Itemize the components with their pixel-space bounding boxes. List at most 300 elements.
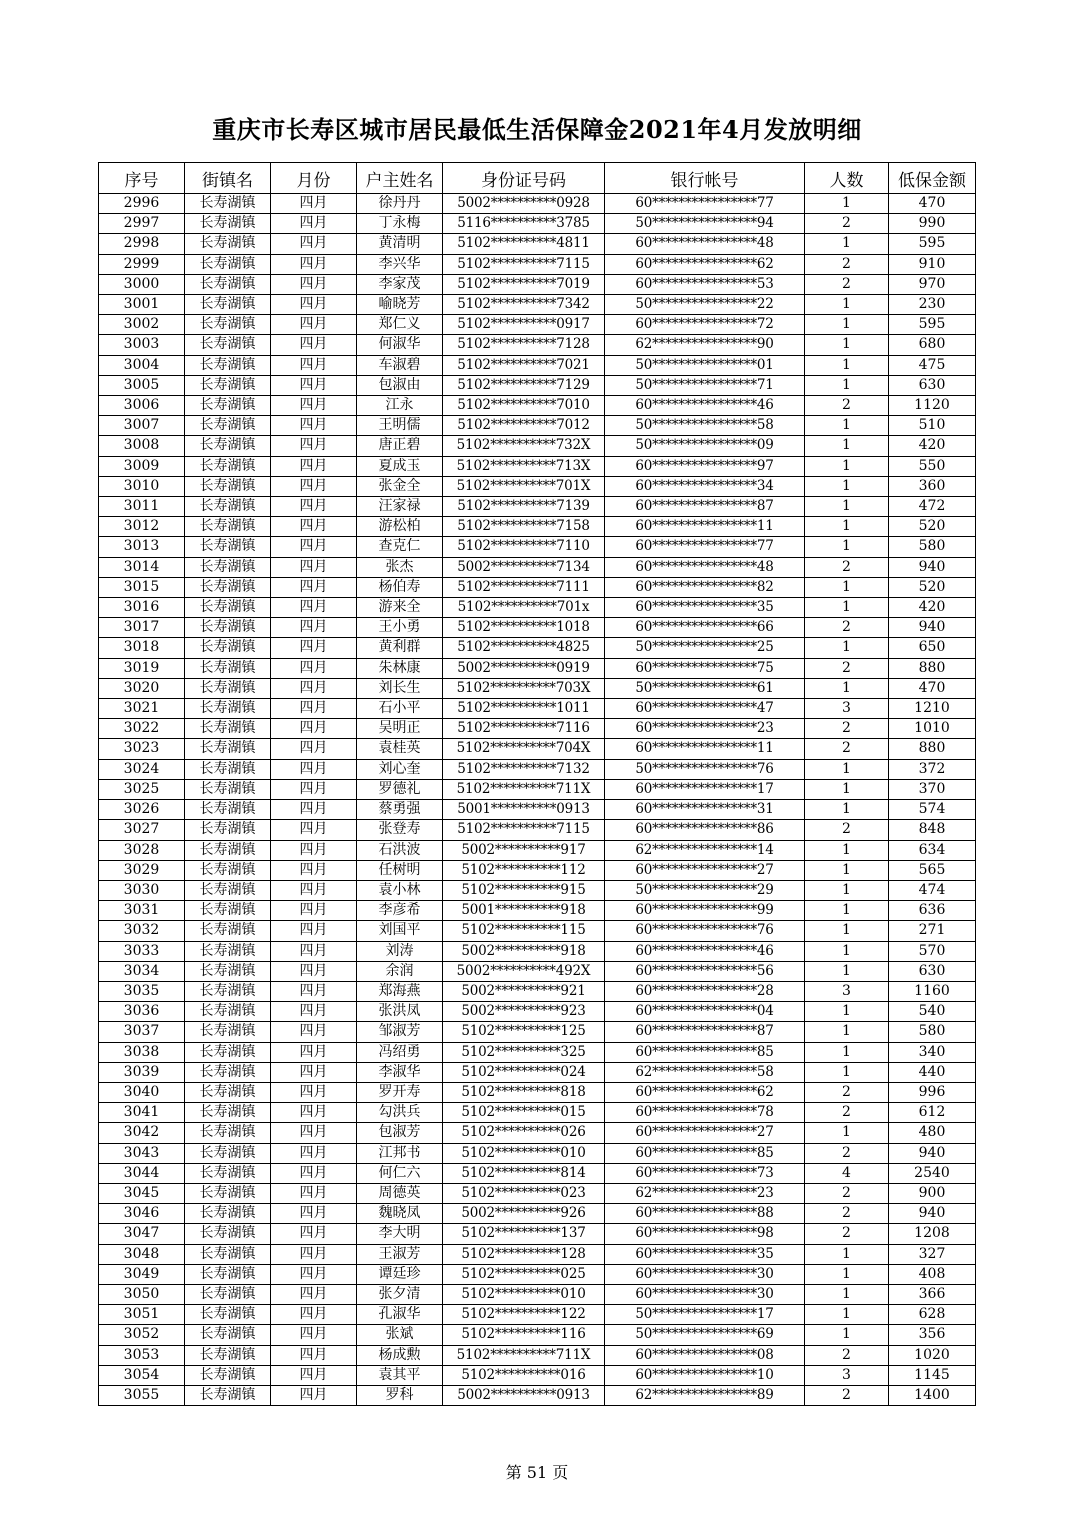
cell-bank-account: 62****************89 [605, 1385, 805, 1405]
cell-month: 四月 [271, 1163, 357, 1183]
cell-householder: 刘长生 [357, 678, 443, 698]
cell-amount: 372 [889, 759, 976, 779]
table-row [99, 214, 976, 234]
cell-householder: 罗开寿 [357, 1082, 443, 1102]
cell-street: 长寿湖镇 [185, 295, 271, 315]
cell-persons: 1 [805, 1002, 889, 1022]
cell-householder: 袁其平 [357, 1365, 443, 1385]
table-row [99, 618, 976, 638]
cell-householder: 杨伯寿 [357, 577, 443, 597]
cell-street: 长寿湖镇 [185, 901, 271, 921]
table-row [99, 840, 976, 860]
cell-persons: 1 [805, 335, 889, 355]
cell-householder: 刘国平 [357, 921, 443, 941]
cell-month: 四月 [271, 1042, 357, 1062]
cell-persons: 1 [805, 921, 889, 941]
cell-id-number: 5102**********115 [443, 921, 605, 941]
table-row [99, 800, 976, 820]
cell-index: 3029 [99, 860, 185, 880]
table-row [99, 1042, 976, 1062]
table-row [99, 476, 976, 496]
table-row [99, 396, 976, 416]
cell-persons: 1 [805, 456, 889, 476]
cell-street: 长寿湖镇 [185, 476, 271, 496]
cell-amount: 848 [889, 820, 976, 840]
cell-id-number: 5102**********7110 [443, 537, 605, 557]
cell-amount: 880 [889, 658, 976, 678]
cell-bank-account: 62****************14 [605, 840, 805, 860]
cell-persons: 1 [805, 577, 889, 597]
table-row [99, 699, 976, 719]
cell-amount: 470 [889, 194, 976, 214]
cell-street: 长寿湖镇 [185, 254, 271, 274]
cell-bank-account: 60****************17 [605, 779, 805, 799]
cell-month: 四月 [271, 557, 357, 577]
cell-persons: 2 [805, 274, 889, 294]
cell-householder: 李家茂 [357, 274, 443, 294]
cell-month: 四月 [271, 254, 357, 274]
cell-persons: 1 [805, 1123, 889, 1143]
cell-month: 四月 [271, 1103, 357, 1123]
cell-month: 四月 [271, 860, 357, 880]
table-row [99, 315, 976, 335]
table-row [99, 1385, 976, 1405]
cell-month: 四月 [271, 618, 357, 638]
cell-index: 3012 [99, 517, 185, 537]
cell-index: 3049 [99, 1264, 185, 1284]
cell-index: 3020 [99, 678, 185, 698]
table-row [99, 820, 976, 840]
header-month: 月份 [271, 163, 357, 194]
cell-street: 长寿湖镇 [185, 557, 271, 577]
cell-bank-account: 50****************29 [605, 880, 805, 900]
cell-bank-account: 60****************99 [605, 901, 805, 921]
cell-persons: 2 [805, 719, 889, 739]
cell-id-number: 5102**********010 [443, 1284, 605, 1304]
cell-street: 长寿湖镇 [185, 719, 271, 739]
cell-id-number: 5102**********128 [443, 1244, 605, 1264]
cell-householder: 罗德礼 [357, 779, 443, 799]
cell-bank-account: 62****************23 [605, 1183, 805, 1203]
cell-householder: 刘心奎 [357, 759, 443, 779]
cell-index: 3043 [99, 1143, 185, 1163]
cell-month: 四月 [271, 375, 357, 395]
cell-index: 3044 [99, 1163, 185, 1183]
cell-householder: 何淑华 [357, 335, 443, 355]
cell-householder: 张洪凤 [357, 1002, 443, 1022]
cell-persons: 1 [805, 598, 889, 618]
cell-index: 3004 [99, 355, 185, 375]
cell-id-number: 5102**********122 [443, 1305, 605, 1325]
cell-index: 3040 [99, 1082, 185, 1102]
cell-street: 长寿湖镇 [185, 699, 271, 719]
cell-amount: 940 [889, 557, 976, 577]
cell-bank-account: 60****************73 [605, 1163, 805, 1183]
cell-id-number: 5102**********1011 [443, 699, 605, 719]
cell-index: 3053 [99, 1345, 185, 1365]
cell-persons: 3 [805, 699, 889, 719]
cell-street: 长寿湖镇 [185, 1264, 271, 1284]
cell-street: 长寿湖镇 [185, 759, 271, 779]
cell-index: 3037 [99, 1022, 185, 1042]
cell-persons: 1 [805, 779, 889, 799]
header-id-number: 身份证号码 [443, 163, 605, 194]
cell-bank-account: 60****************11 [605, 517, 805, 537]
cell-amount: 910 [889, 254, 976, 274]
table-row [99, 1204, 976, 1224]
table-row [99, 1082, 976, 1102]
cell-street: 长寿湖镇 [185, 779, 271, 799]
cell-index: 3021 [99, 699, 185, 719]
cell-index: 3023 [99, 739, 185, 759]
cell-id-number: 5002**********492X [443, 961, 605, 981]
cell-month: 四月 [271, 234, 357, 254]
cell-street: 长寿湖镇 [185, 194, 271, 214]
cell-persons: 1 [805, 194, 889, 214]
cell-amount: 650 [889, 638, 976, 658]
cell-persons: 1 [805, 840, 889, 860]
table-row [99, 497, 976, 517]
cell-persons: 1 [805, 1305, 889, 1325]
cell-street: 长寿湖镇 [185, 921, 271, 941]
cell-month: 四月 [271, 436, 357, 456]
cell-month: 四月 [271, 961, 357, 981]
cell-amount: 1020 [889, 1345, 976, 1365]
cell-street: 长寿湖镇 [185, 537, 271, 557]
cell-amount: 900 [889, 1183, 976, 1203]
cell-index: 3047 [99, 1224, 185, 1244]
cell-street: 长寿湖镇 [185, 739, 271, 759]
table-row [99, 577, 976, 597]
cell-month: 四月 [271, 456, 357, 476]
cell-id-number: 5102**********7342 [443, 295, 605, 315]
cell-index: 3045 [99, 1183, 185, 1203]
cell-street: 长寿湖镇 [185, 840, 271, 860]
cell-persons: 2 [805, 658, 889, 678]
cell-month: 四月 [271, 1062, 357, 1082]
table-row [99, 436, 976, 456]
table-body [99, 194, 976, 1406]
cell-persons: 1 [805, 1264, 889, 1284]
cell-amount: 370 [889, 779, 976, 799]
cell-street: 长寿湖镇 [185, 436, 271, 456]
cell-street: 长寿湖镇 [185, 981, 271, 1001]
cell-householder: 李彦希 [357, 901, 443, 921]
cell-persons: 1 [805, 355, 889, 375]
cell-street: 长寿湖镇 [185, 456, 271, 476]
cell-month: 四月 [271, 537, 357, 557]
cell-householder: 李淑华 [357, 1062, 443, 1082]
cell-amount: 565 [889, 860, 976, 880]
cell-amount: 271 [889, 921, 976, 941]
cell-month: 四月 [271, 880, 357, 900]
table-row [99, 557, 976, 577]
cell-bank-account: 62****************90 [605, 335, 805, 355]
cell-householder: 包淑由 [357, 375, 443, 395]
cell-id-number: 5002**********917 [443, 840, 605, 860]
cell-month: 四月 [271, 1345, 357, 1365]
table-row [99, 1143, 976, 1163]
cell-amount: 366 [889, 1284, 976, 1304]
cell-bank-account: 60****************85 [605, 1042, 805, 1062]
page-number: 第 51 页 [505, 1463, 569, 1482]
table-row [99, 598, 976, 618]
cell-month: 四月 [271, 921, 357, 941]
cell-index: 3046 [99, 1204, 185, 1224]
table-row [99, 1325, 976, 1345]
table-row [99, 1244, 976, 1264]
cell-month: 四月 [271, 901, 357, 921]
table-row [99, 274, 976, 294]
cell-id-number: 5102**********7021 [443, 355, 605, 375]
cell-index: 3000 [99, 274, 185, 294]
cell-bank-account: 60****************72 [605, 315, 805, 335]
cell-id-number: 5002**********923 [443, 1002, 605, 1022]
cell-id-number: 5102**********814 [443, 1163, 605, 1183]
cell-month: 四月 [271, 1224, 357, 1244]
cell-street: 长寿湖镇 [185, 678, 271, 698]
cell-street: 长寿湖镇 [185, 214, 271, 234]
table-row [99, 981, 976, 1001]
cell-householder: 夏成玉 [357, 456, 443, 476]
cell-index: 3042 [99, 1123, 185, 1143]
cell-id-number: 5001**********918 [443, 901, 605, 921]
cell-id-number: 5002**********0919 [443, 658, 605, 678]
cell-index: 3039 [99, 1062, 185, 1082]
cell-id-number: 5102**********4811 [443, 234, 605, 254]
cell-amount: 327 [889, 1244, 976, 1264]
cell-index: 3011 [99, 497, 185, 517]
cell-id-number: 5002**********926 [443, 1204, 605, 1224]
cell-index: 3032 [99, 921, 185, 941]
cell-amount: 540 [889, 1002, 976, 1022]
table-row [99, 678, 976, 698]
cell-bank-account: 50****************01 [605, 355, 805, 375]
cell-bank-account: 60****************62 [605, 1082, 805, 1102]
cell-street: 长寿湖镇 [185, 335, 271, 355]
cell-index: 3005 [99, 375, 185, 395]
cell-id-number: 5102**********026 [443, 1123, 605, 1143]
cell-id-number: 5102**********701X [443, 476, 605, 496]
cell-persons: 2 [805, 396, 889, 416]
cell-householder: 任树明 [357, 860, 443, 880]
cell-bank-account: 62****************58 [605, 1062, 805, 1082]
cell-month: 四月 [271, 1002, 357, 1022]
table-row [99, 416, 976, 436]
cell-persons: 2 [805, 214, 889, 234]
cell-persons: 3 [805, 1365, 889, 1385]
cell-month: 四月 [271, 295, 357, 315]
cell-id-number: 5002**********7134 [443, 557, 605, 577]
cell-persons: 1 [805, 315, 889, 335]
cell-bank-account: 60****************47 [605, 699, 805, 719]
cell-persons: 2 [805, 1385, 889, 1405]
cell-householder: 李大明 [357, 1224, 443, 1244]
cell-street: 长寿湖镇 [185, 577, 271, 597]
cell-householder: 谭廷珍 [357, 1264, 443, 1284]
cell-amount: 1160 [889, 981, 976, 1001]
cell-street: 长寿湖镇 [185, 1183, 271, 1203]
cell-amount: 940 [889, 1204, 976, 1224]
cell-index: 2996 [99, 194, 185, 214]
cell-id-number: 5002**********921 [443, 981, 605, 1001]
cell-index: 3030 [99, 880, 185, 900]
cell-id-number: 5102**********0917 [443, 315, 605, 335]
cell-bank-account: 60****************04 [605, 1002, 805, 1022]
cell-persons: 1 [805, 295, 889, 315]
cell-householder: 丁永梅 [357, 214, 443, 234]
cell-bank-account: 50****************61 [605, 678, 805, 698]
cell-persons: 1 [805, 941, 889, 961]
cell-id-number: 5102**********137 [443, 1224, 605, 1244]
cell-month: 四月 [271, 577, 357, 597]
cell-householder: 张金全 [357, 476, 443, 496]
cell-amount: 996 [889, 1082, 976, 1102]
cell-persons: 1 [805, 1325, 889, 1345]
cell-street: 长寿湖镇 [185, 1163, 271, 1183]
cell-amount: 574 [889, 800, 976, 820]
cell-bank-account: 50****************69 [605, 1325, 805, 1345]
cell-street: 长寿湖镇 [185, 820, 271, 840]
cell-id-number: 5102**********7158 [443, 517, 605, 537]
cell-persons: 1 [805, 759, 889, 779]
cell-persons: 2 [805, 618, 889, 638]
cell-index: 3028 [99, 840, 185, 860]
cell-month: 四月 [271, 1082, 357, 1102]
cell-index: 3035 [99, 981, 185, 1001]
cell-month: 四月 [271, 779, 357, 799]
cell-bank-account: 60****************85 [605, 1143, 805, 1163]
cell-index: 3022 [99, 719, 185, 739]
cell-householder: 游来全 [357, 598, 443, 618]
cell-index: 3050 [99, 1284, 185, 1304]
cell-id-number: 5102**********7132 [443, 759, 605, 779]
table-row [99, 1365, 976, 1385]
cell-bank-account: 60****************46 [605, 941, 805, 961]
cell-street: 长寿湖镇 [185, 1022, 271, 1042]
table-row [99, 1062, 976, 1082]
cell-persons: 1 [805, 1042, 889, 1062]
cell-amount: 580 [889, 1022, 976, 1042]
cell-id-number: 5102**********818 [443, 1082, 605, 1102]
cell-amount: 630 [889, 961, 976, 981]
cell-street: 长寿湖镇 [185, 274, 271, 294]
cell-bank-account: 60****************66 [605, 618, 805, 638]
cell-bank-account: 60****************62 [605, 254, 805, 274]
table-row [99, 860, 976, 880]
cell-street: 长寿湖镇 [185, 860, 271, 880]
cell-id-number: 5102**********701x [443, 598, 605, 618]
cell-id-number: 5102**********7139 [443, 497, 605, 517]
table-row [99, 1183, 976, 1203]
cell-id-number: 5102**********010 [443, 1143, 605, 1163]
cell-street: 长寿湖镇 [185, 1062, 271, 1082]
cell-street: 长寿湖镇 [185, 1123, 271, 1143]
cell-month: 四月 [271, 1365, 357, 1385]
cell-householder: 李兴华 [357, 254, 443, 274]
cell-street: 长寿湖镇 [185, 1345, 271, 1365]
cell-index: 3038 [99, 1042, 185, 1062]
cell-bank-account: 60****************88 [605, 1204, 805, 1224]
cell-bank-account: 60****************23 [605, 719, 805, 739]
cell-street: 长寿湖镇 [185, 1284, 271, 1304]
cell-bank-account: 60****************34 [605, 476, 805, 496]
cell-index: 2999 [99, 254, 185, 274]
cell-persons: 1 [805, 476, 889, 496]
table-row [99, 901, 976, 921]
cell-bank-account: 60****************78 [605, 1103, 805, 1123]
cell-index: 3034 [99, 961, 185, 981]
cell-householder: 勾洪兵 [357, 1103, 443, 1123]
cell-index: 3002 [99, 315, 185, 335]
cell-amount: 990 [889, 214, 976, 234]
cell-month: 四月 [271, 1264, 357, 1284]
cell-householder: 张登寿 [357, 820, 443, 840]
cell-street: 长寿湖镇 [185, 1042, 271, 1062]
table-row [99, 1022, 976, 1042]
cell-persons: 1 [805, 436, 889, 456]
cell-persons: 2 [805, 739, 889, 759]
cell-bank-account: 50****************25 [605, 638, 805, 658]
cell-bank-account: 60****************77 [605, 194, 805, 214]
cell-month: 四月 [271, 719, 357, 739]
cell-amount: 230 [889, 295, 976, 315]
cell-persons: 2 [805, 1082, 889, 1102]
cell-id-number: 5102**********7128 [443, 335, 605, 355]
cell-id-number: 5102**********7115 [443, 254, 605, 274]
cell-amount: 408 [889, 1264, 976, 1284]
cell-id-number: 5102**********7010 [443, 396, 605, 416]
cell-month: 四月 [271, 1022, 357, 1042]
cell-street: 长寿湖镇 [185, 941, 271, 961]
cell-householder: 罗科 [357, 1385, 443, 1405]
cell-amount: 580 [889, 537, 976, 557]
cell-index: 3036 [99, 1002, 185, 1022]
cell-bank-account: 60****************97 [605, 456, 805, 476]
cell-id-number: 5102**********711X [443, 1345, 605, 1365]
cell-month: 四月 [271, 678, 357, 698]
cell-id-number: 5102**********7012 [443, 416, 605, 436]
cell-bank-account: 60****************30 [605, 1264, 805, 1284]
table-row [99, 1264, 976, 1284]
cell-householder: 喻晓芳 [357, 295, 443, 315]
cell-persons: 1 [805, 537, 889, 557]
table-row [99, 1224, 976, 1244]
cell-id-number: 5002**********0913 [443, 1385, 605, 1405]
cell-id-number: 5102**********1018 [443, 618, 605, 638]
table-header-row [99, 163, 976, 194]
cell-householder: 车淑碧 [357, 355, 443, 375]
cell-street: 长寿湖镇 [185, 1204, 271, 1224]
cell-street: 长寿湖镇 [185, 1143, 271, 1163]
cell-householder: 江邦书 [357, 1143, 443, 1163]
cell-index: 3014 [99, 557, 185, 577]
table-row [99, 921, 976, 941]
table-row [99, 739, 976, 759]
cell-amount: 420 [889, 598, 976, 618]
cell-index: 3001 [99, 295, 185, 315]
cell-index: 3006 [99, 396, 185, 416]
cell-bank-account: 60****************28 [605, 981, 805, 1001]
cell-street: 长寿湖镇 [185, 396, 271, 416]
cell-month: 四月 [271, 335, 357, 355]
cell-street: 长寿湖镇 [185, 638, 271, 658]
cell-amount: 472 [889, 497, 976, 517]
table-row [99, 759, 976, 779]
cell-amount: 940 [889, 618, 976, 638]
cell-month: 四月 [271, 699, 357, 719]
cell-amount: 520 [889, 577, 976, 597]
